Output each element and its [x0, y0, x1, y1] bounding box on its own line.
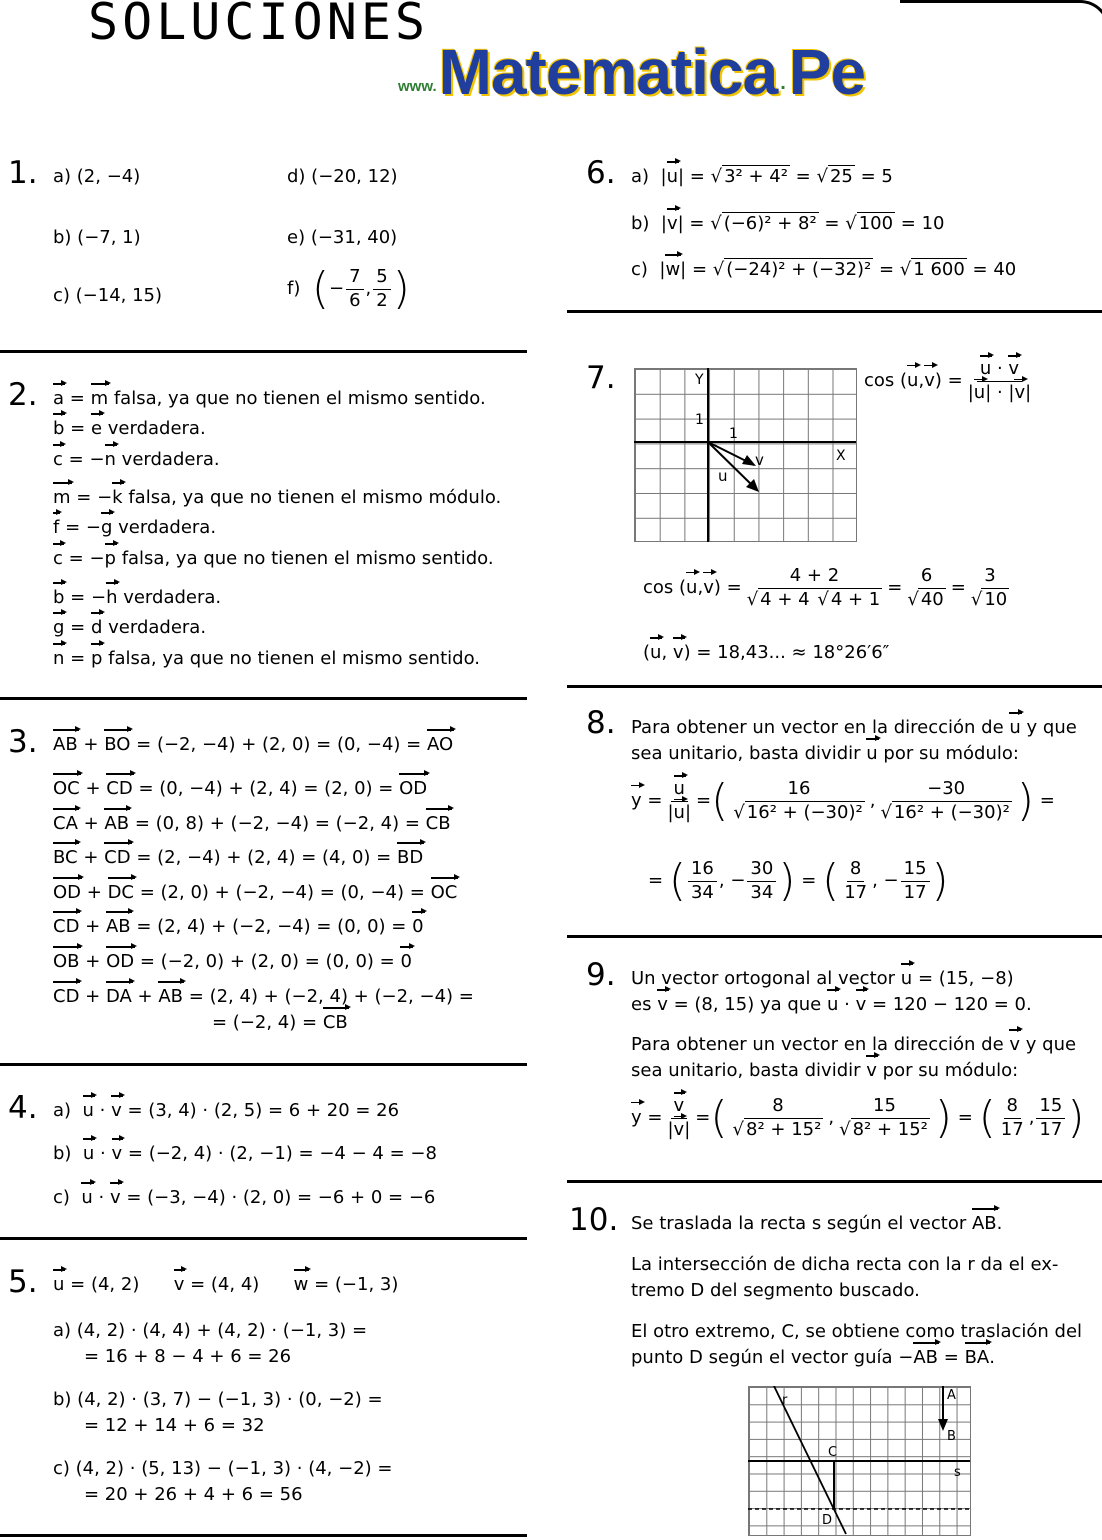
cos-label: cos — [643, 576, 674, 598]
label-y: Y — [695, 372, 704, 388]
vector: 0 — [400, 949, 411, 975]
answer-5c-1: c) (4, 2) · (5, 13) − (−1, 3) · (4, −2) = — [53, 1458, 393, 1479]
vector: 0 — [412, 914, 423, 940]
frac-den: 34 — [690, 881, 714, 903]
s3-row: OD + DC = (2, 0) + (−2, −4) = (0, −4) = OC — [53, 880, 457, 906]
label-r: r — [782, 1393, 788, 1408]
radicand: 40 — [920, 588, 944, 610]
label-u: u — [718, 467, 728, 485]
eq: = — [795, 166, 811, 187]
divider — [0, 350, 527, 353]
logo-dot: . — [780, 72, 786, 94]
frac-num: 15 — [901, 858, 930, 882]
arrowhead-v — [742, 455, 756, 466]
radicand: 10 — [984, 588, 1008, 610]
s2-row: b = −h verdadera. — [53, 585, 221, 611]
vector: OD — [53, 880, 81, 906]
frac-num: 5 — [373, 266, 390, 290]
frac-den: 34 — [750, 881, 774, 903]
frac-den: 17 — [844, 881, 868, 903]
vector: BD — [397, 845, 423, 871]
answer-5b-2: = 12 + 14 + 6 = 32 — [84, 1415, 265, 1436]
text: = 120 − 120 = 0. — [871, 994, 1032, 1015]
radicand: 4 + 1 — [830, 588, 881, 610]
vector: d — [91, 615, 102, 641]
answer-6b: b) |v| = √ (−6)² + 8² = √ 100 = 10 — [631, 211, 945, 237]
header-border — [900, 0, 1102, 30]
vector: AB — [106, 914, 131, 940]
vector: DA — [106, 984, 132, 1010]
exercise-number: 6. — [586, 155, 616, 191]
s3-row: OB + OD = (−2, 0) + (2, 0) = (0, 0) = 0 — [53, 949, 412, 975]
cos-formula: cos ( u , v ) = $\frac{u \cdot v}{|u| \cdot |v|}$ — [864, 358, 1032, 403]
frac-num: 4 + 2 — [787, 565, 842, 589]
label-v: v — [755, 451, 764, 469]
vector-u — [708, 442, 757, 490]
frac-num: 15 — [870, 1095, 899, 1119]
tick-label: 1 — [729, 426, 738, 442]
vector: n — [105, 447, 116, 473]
text: verdadera. — [102, 418, 206, 439]
expr: = 18,43... ≈ 18°26′6″ — [696, 642, 890, 663]
page-title: SOLUCIONES — [88, 0, 430, 51]
expr: = (4, 2) — [70, 1274, 140, 1295]
label-x: X — [836, 448, 846, 464]
s3-row: AB + BO = (−2, −4) + (2, 0) = (0, −4) = AO — [53, 732, 453, 758]
vector: p — [91, 646, 102, 672]
frac-den: 17 — [1000, 1118, 1024, 1140]
label: a) — [53, 1100, 72, 1121]
vector: c — [53, 447, 63, 473]
frac-num: 16 — [688, 858, 717, 882]
divider — [0, 1063, 527, 1066]
logo-brand: Matematica — [438, 36, 778, 108]
vector: CA — [53, 811, 78, 837]
s2-row: g = d verdadera. — [53, 615, 206, 641]
text: = (15, −8) — [917, 968, 1014, 989]
exercise-number: 3. — [8, 724, 38, 760]
text: falsa, ya que no tienen el mismo módulo. — [122, 487, 502, 508]
vector: h — [106, 585, 117, 611]
exercise-number: 1. — [8, 155, 38, 191]
text: falsa, ya que no tienen el mismo sentido. — [102, 648, 480, 669]
expr: = (−2, −4) + (2, 0) = (0, −4) = — [136, 734, 422, 755]
vector: CD — [53, 914, 79, 940]
s3-row: CD + AB = (2, 4) + (−2, −4) = (0, 0) = 0 — [53, 914, 424, 940]
s5-vectors: u = (4, 2) v = (4, 4) w = (−1, 3) — [53, 1272, 398, 1298]
vector: e — [91, 416, 102, 442]
text: sea unitario, basta dividir — [631, 1060, 861, 1081]
s8-text-2: sea unitario, basta dividir u por su módulo: — [631, 741, 1019, 767]
frac-den: 2 — [376, 289, 388, 311]
text: verdadera. — [112, 517, 217, 538]
answer-5a-2: = 16 + 8 − 4 + 6 = 26 — [84, 1346, 292, 1367]
frac-num: 8 — [1004, 1095, 1021, 1119]
answer-1f: f) ( − $\frac{7}{6}$ , $\frac{5}{2}$ ) — [287, 263, 410, 314]
vector: OD — [106, 949, 134, 975]
expr: = (2, 4) + (−2, 4) + (−2, −4) = — [188, 986, 474, 1007]
s9-text-3: Para obtener un vector en la dirección de v y que — [631, 1032, 1076, 1058]
vector: OB — [53, 949, 80, 975]
label: a) — [631, 166, 650, 187]
exercise-number: 4. — [8, 1090, 38, 1126]
vector: CD — [53, 984, 79, 1010]
text: es — [631, 994, 652, 1015]
logo-www: www. — [398, 78, 437, 96]
answer-1e: e) (−31, 40) — [287, 227, 398, 248]
vector: m — [53, 485, 71, 511]
radicand: 3² + 4² — [724, 166, 788, 187]
answer-4a: a) u · v = (3, 4) · (2, 5) = 6 + 20 = 26 — [53, 1098, 399, 1124]
sign: − — [89, 449, 105, 470]
answer-1d: d) (−20, 12) — [287, 166, 398, 187]
radicand: 100 — [858, 213, 894, 234]
text: sea unitario, basta dividir — [631, 743, 861, 764]
label: c) — [53, 1187, 70, 1208]
s8-formula-2: = ( $\frac{16}{34}$ , − $\frac{30}{34}$ ) = ( $\frac{8}{17}$ , − $\frac{15}{17}$ ) — [648, 855, 949, 906]
divider — [567, 1180, 1102, 1183]
site-logo — [398, 36, 866, 108]
frac-den: 17 — [1039, 1118, 1063, 1140]
s2-row: c = −p falsa, ya que no tienen el mismo sentido. — [53, 546, 494, 572]
vector: CB — [323, 1010, 348, 1036]
s3-last-line1: CD + DA + AB = (2, 4) + (−2, 4) + (−2, −4) = — [53, 984, 474, 1010]
frac-num: 8 — [847, 858, 864, 882]
vector: b — [53, 416, 64, 442]
vector: a — [53, 386, 64, 412]
frac-num: 30 — [747, 858, 776, 882]
vector: g — [53, 615, 64, 641]
radicand: 1 600 — [913, 259, 965, 280]
vector: m — [91, 386, 109, 412]
s10-text-1: Se traslada la recta s según el vector AB. — [631, 1211, 1002, 1237]
exercise-number: 9. — [586, 957, 616, 993]
divider — [567, 310, 1102, 313]
exercise-number: 2. — [8, 377, 38, 413]
answer-5b-1: b) (4, 2) · (3, 7) − (−1, 3) · (0, −2) = — [53, 1389, 383, 1410]
label-c: C — [828, 1445, 838, 1460]
s8-text-1: Para obtener un vector en la dirección de u y que — [631, 715, 1077, 741]
text: Se traslada la recta s según el vector — [631, 1213, 967, 1234]
radicand: 8² + 15² — [746, 1118, 822, 1140]
vector: CB — [426, 811, 451, 837]
vector: p — [105, 546, 116, 572]
s9-text-2: es v = (8, 15) ya que u · v = 120 − 120 = 0. — [631, 992, 1032, 1018]
expr: = 10 — [900, 213, 945, 234]
s2-row: f = −g verdadera. — [53, 515, 216, 541]
expr: = (−1, 3) — [314, 1274, 399, 1295]
sign: − — [97, 487, 113, 508]
text: = (8, 15) ya que — [673, 994, 822, 1015]
frac-num: 16 — [785, 778, 814, 802]
exercise-number: 5. — [8, 1264, 38, 1300]
vector: AB — [53, 732, 78, 758]
sign: − — [90, 587, 107, 608]
answer-1c: c) (−14, 15) — [53, 285, 163, 306]
s3-row: CA + AB = (0, 8) + (−2, −4) = (−2, 4) = CB — [53, 811, 451, 837]
label: c) — [631, 259, 648, 280]
s8-formula-1: y = $\frac{u}{|u|}$ = ( $\frac{16}{\text{√ 16² + (−30)²}}$ , $\frac{-30}{\text{√ 16² + (−30)²}}$ ) = — [631, 775, 1055, 826]
expr: = (2, −4) + (2, 4) = (4, 0) = — [136, 847, 392, 868]
s2-row: n = p falsa, ya que no tienen el mismo sentido. — [53, 646, 480, 672]
vector: AO — [427, 732, 453, 758]
answer-6c: c) |w| = √ (−24)² + (−32)² = √ 1 600 = 40 — [631, 257, 1016, 283]
construction-diagram — [748, 1386, 972, 1538]
s10-text-2: La intersección de dicha recta con la r da el ex- — [631, 1254, 1059, 1275]
text: falsa, ya que no tienen el mismo sentido. — [115, 548, 494, 569]
text: por su módulo: — [883, 743, 1019, 764]
text: Para obtener un vector en la dirección de — [631, 1034, 1004, 1055]
radicand: 25 — [829, 166, 853, 187]
s9-formula: y = $\frac{v}{|v|}$ = ( $\frac{8}{\text{√ 8² + 15²}}$ , $\frac{15}{\text{√ 8² + 15²}}$ ) = ( $\frac{8}{17}$ , $\frac{15}{17}$ ) — [631, 1092, 1085, 1143]
vector: OC — [53, 776, 80, 802]
text: verdadera. — [102, 617, 207, 638]
frac-num: 6 — [918, 565, 935, 589]
vector: g — [101, 515, 112, 541]
logo-pe: Pe — [788, 36, 866, 108]
radicand: (−24)² + (−32)² — [726, 259, 872, 280]
expr: = (3, 4) · (2, 5) = 6 + 20 = 26 — [127, 1100, 400, 1121]
s2-row: m = −k falsa, ya que no tienen el mismo módulo. — [53, 485, 501, 511]
label-b: B — [947, 1429, 956, 1444]
expr: = (0, 8) + (−2, −4) = (−2, 4) = — [134, 813, 420, 834]
sign: − — [89, 548, 105, 569]
vector-diagram — [634, 368, 858, 544]
radicand: 16² + (−30)² — [746, 801, 863, 823]
divider — [0, 1237, 527, 1240]
frac-num: 7 — [346, 266, 363, 290]
text: por su módulo: — [882, 1060, 1019, 1081]
cos-label: cos — [864, 369, 895, 391]
expr: = (−2, 4) · (2, −1) = −4 − 4 = −8 — [127, 1143, 437, 1164]
vector: b — [53, 585, 64, 611]
s2-row: c = −n verdadera. — [53, 447, 220, 473]
vector: BO — [104, 732, 130, 758]
expr: = (4, 4) — [190, 1274, 260, 1295]
frac-num: 3 — [981, 565, 998, 589]
expr: = (−2, 4) = — [212, 1012, 318, 1033]
label: b) — [53, 1143, 72, 1164]
frac-den: 17 — [903, 881, 927, 903]
frac-num: −30 — [924, 778, 968, 802]
expr: = (2, 0) + (−2, −4) = (0, −4) = — [139, 882, 425, 903]
expr: = 40 — [972, 259, 1017, 280]
answer-1b: b) (−7, 1) — [53, 227, 141, 248]
cos-result: cos ( u , v ) = $\frac{4 + 2}{√ 4 + 4 √ 4 + 1}$ = $\frac{6}{√ 40}$ = $\frac{3}{√ 10}$ — [643, 565, 1008, 610]
exercise-number: 10. — [569, 1202, 619, 1238]
answer-5a-1: a) (4, 2) · (4, 4) + (4, 2) · (−1, 3) = — [53, 1320, 368, 1341]
vector: AB — [158, 984, 183, 1010]
text: falsa, ya que no tienen el mismo sentido. — [108, 388, 486, 409]
radicand: 8² + 15² — [852, 1118, 928, 1140]
vector: CD — [106, 776, 132, 802]
divider — [0, 1534, 527, 1537]
answer-4b: b) u · v = (−2, 4) · (2, −1) = −4 − 4 = −8 — [53, 1141, 437, 1167]
vector: f — [53, 515, 59, 541]
s9-text-1: Un vector ortogonal al vector u = (15, −8) — [631, 966, 1014, 992]
expr: = 5 — [860, 166, 893, 187]
text: Un vector ortogonal al vector — [631, 968, 896, 989]
answer-6a: a) |u| = √ 3² + 4² = √ 25 = 5 — [631, 164, 893, 190]
sign: − — [85, 517, 101, 538]
radicand: 16² + (−30)² — [893, 801, 1010, 823]
exercise-number: 7. — [586, 360, 616, 396]
frac-num: 15 — [1036, 1095, 1065, 1119]
vector: k — [112, 485, 122, 511]
vector: AB — [104, 811, 129, 837]
vector: c — [53, 546, 63, 572]
s10-text-3: tremo D del segmento buscado. — [631, 1280, 920, 1301]
answer-1a: a) (2, −4) — [53, 166, 141, 187]
vector: CD — [104, 845, 130, 871]
frac-num: 8 — [769, 1095, 786, 1119]
s3-row: OC + CD = (0, −4) + (2, 4) = (2, 0) = OD — [53, 776, 427, 802]
text: = — [943, 1347, 959, 1368]
expr: = (−2, 0) + (2, 0) = (0, 0) = — [139, 951, 395, 972]
text: verdadera. — [117, 587, 222, 608]
s2-row: b = e verdadera. — [53, 416, 206, 442]
answer-5c-2: = 20 + 26 + 4 + 6 = 56 — [84, 1484, 303, 1505]
exercise-number: 8. — [586, 705, 616, 741]
vector: n — [53, 646, 64, 672]
text: punto D según el vector guía − — [631, 1347, 914, 1368]
vector: OC — [431, 880, 458, 906]
vector: BC — [53, 845, 78, 871]
expr: = (2, 4) + (−2, −4) = (0, 0) = — [136, 916, 407, 937]
vector: DC — [108, 880, 134, 906]
radicand: 4 + 4 — [760, 588, 810, 610]
angle-result: (u, v) = 18,43... ≈ 18°26′6″ — [643, 640, 889, 666]
vector: OD — [399, 776, 427, 802]
divider — [567, 685, 1102, 688]
expr: = (−3, −4) · (2, 0) = −6 + 0 = −6 — [126, 1187, 436, 1208]
expr: = (0, −4) + (2, 4) = (2, 0) = — [138, 778, 394, 799]
divider — [567, 935, 1102, 938]
label-f: f) — [287, 277, 301, 299]
label-s: s — [954, 1465, 961, 1480]
text: verdadera. — [115, 449, 220, 470]
s3-row: BC + CD = (2, −4) + (2, 4) = (4, 0) = BD — [53, 845, 423, 871]
text: Para obtener un vector en la dirección de — [631, 717, 1004, 738]
label-d: D — [822, 1513, 833, 1528]
s9-text-4: sea unitario, basta dividir v por su módulo: — [631, 1058, 1018, 1084]
s10-text-4: El otro extremo, C, se obtiene como traslación del — [631, 1321, 1083, 1342]
s2-row: a = m falsa, ya que no tienen el mismo sentido. — [53, 386, 486, 412]
label-a: A — [947, 1388, 956, 1403]
label: b) — [631, 213, 650, 234]
tick-label: 1 — [695, 412, 704, 428]
frac-den: 6 — [349, 289, 361, 311]
divider — [0, 697, 527, 700]
radicand: (−6)² + 8² — [723, 213, 817, 234]
text: y que — [1025, 1034, 1077, 1055]
s3-last-line2 — [212, 1010, 348, 1036]
answer-4c: c) u · v = (−3, −4) · (2, 0) = −6 + 0 = −6 — [53, 1185, 435, 1211]
s10-text-5: punto D según el vector guía −AB = BA. — [631, 1345, 995, 1371]
text: y que — [1026, 717, 1077, 738]
